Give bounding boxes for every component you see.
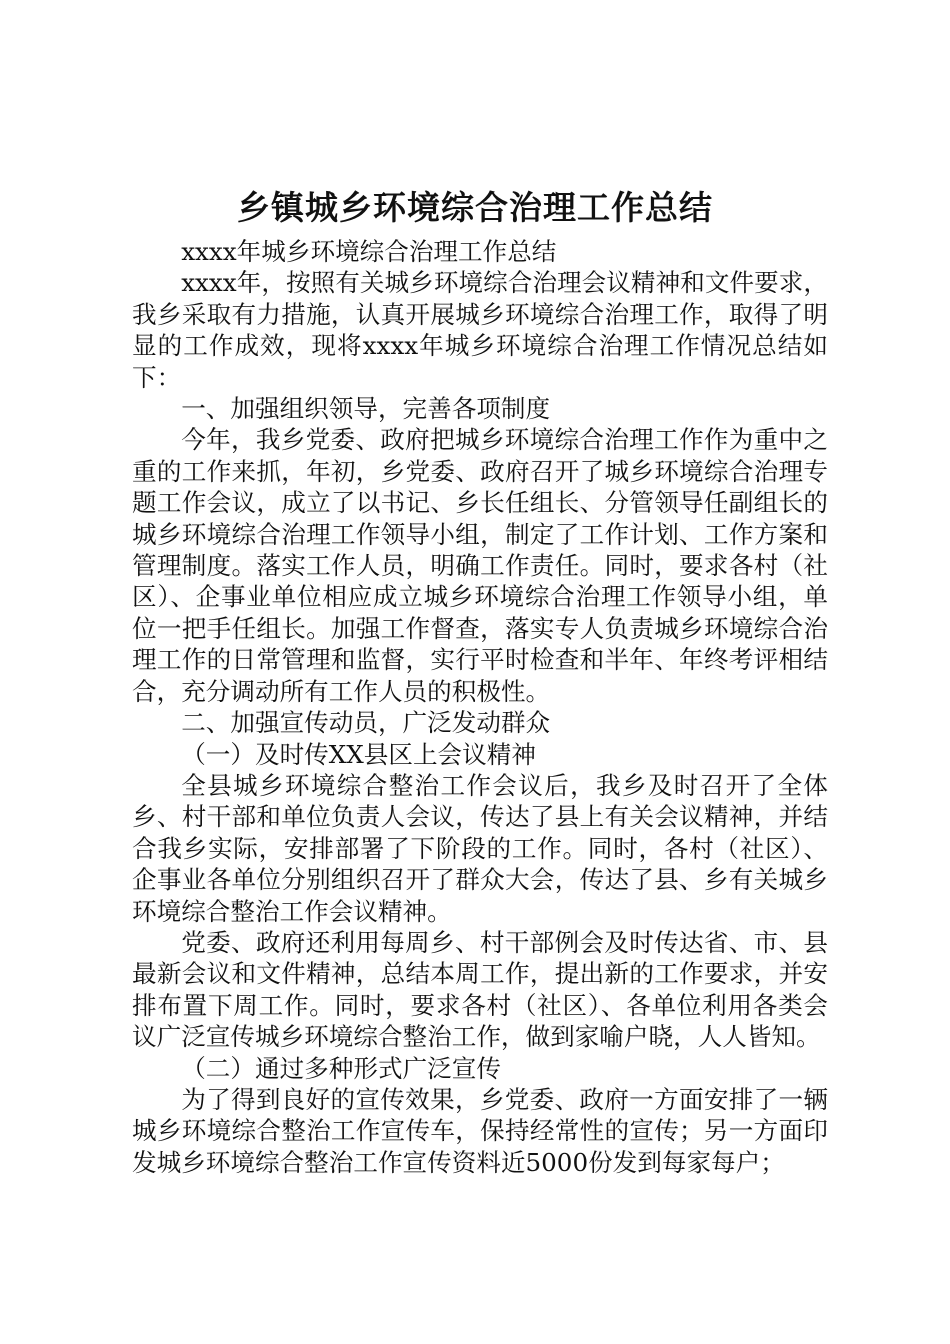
document-body xyxy=(132,236,828,1178)
subsection-heading-2-1: （一）及时传XX县区上会议精神 xyxy=(181,739,536,769)
paragraph-subtitle: xxxx年城乡环境综合治理工作总结 xyxy=(181,237,557,266)
section-heading-2: 二、加强宣传动员，广泛发动群众 xyxy=(181,708,551,738)
paragraph-section-2-2: 为了得到良好的宣传效果，乡党委、政府一方面安排了一辆城乡环境综合整治工作宣传车，保持经常性的宣传；另一方面印发城乡环境综合整治工作宣传资料近5000份发到每家每户； xyxy=(132,1084,828,1177)
paragraph-section-1: 今年，我乡党委、政府把城乡环境综合治理工作作为重中之重的工作来抓，年初，乡党委、政府召开了城乡环境综合治理专题工作会议，成立了以书记、乡长任组长、分管领导任副组长的城乡环境综合治理工作领导小组，制定了工作计划、工作方案和管理制度。落实工作人员，明确工作责任。同时，要求各村（社区）、企事业单位相应成立城乡环境综合治理工作领导小组，单位一把手任组长。加强工作督查，落实专人负责城乡环境综合治理工作的日常管理和监督，实行平时检查和半年、年终考评相结合，充分调动所有工作人员的积极性。 xyxy=(132,425,828,706)
document-title: 乡镇城乡环境综合治理工作总结 xyxy=(237,188,713,227)
paragraph-section-2-1-a: 全县城乡环境综合整治工作会议后，我乡及时召开了全体乡、村干部和单位负责人会议，传达了县上有关会议精神，并结合我乡实际，安排部署了下阶段的工作。同时，各村（社区）、企事业各单位分别组织召开了群众大会，传达了县、乡有关城乡环境综合整治工作会议精神。 xyxy=(132,770,828,926)
paragraph-section-2-1-b: 党委、政府还利用每周乡、村干部例会及时传达省、市、县最新会议和文件精神，总结本周工作，提出新的工作要求，并安排布置下周工作。同时，要求各村（社区）、各单位利用各类会议广泛宣传城乡环境综合整治工作，做到家喻户晓，人人皆知。 xyxy=(132,927,828,1052)
subsection-heading-2-2: （二）通过多种形式广泛宣传 xyxy=(181,1053,501,1083)
section-heading-1: 一、加强组织领导，完善各项制度 xyxy=(181,394,551,424)
paragraph-intro: xxxx年，按照有关城乡环境综合治理会议精神和文件要求，我乡采取有力措施，认真开展城乡环境综合治理工作，取得了明显的工作成效，现将xxxx年城乡环境综合治理工作情况总结如下： xyxy=(132,268,828,392)
